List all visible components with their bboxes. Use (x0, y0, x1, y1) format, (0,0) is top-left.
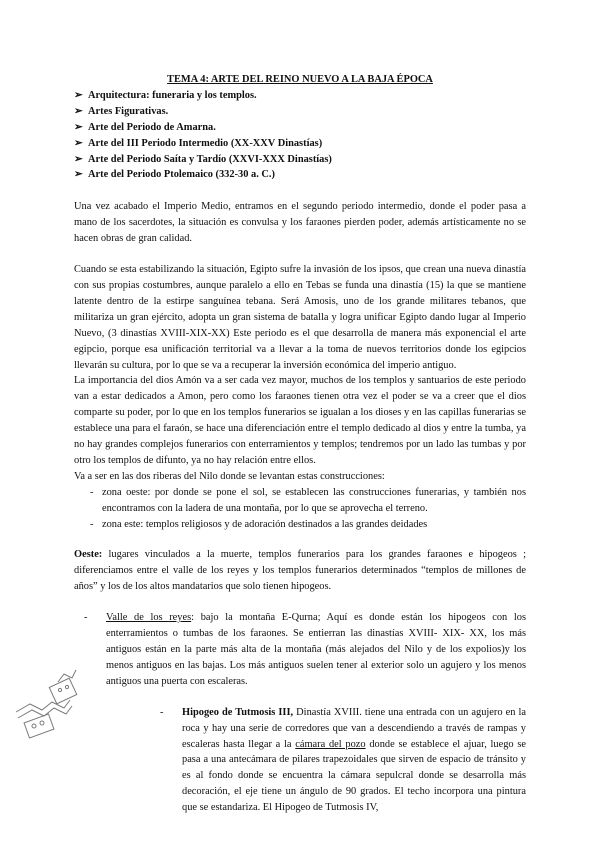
paragraph-intro: Una vez acabado el Imperio Medio, entramos en el segundo periodo intermedio, donde el poder pasa a mano de los sacerdotes, la situación es convulsa y los faraones pierden poder, además artísticamente no se hacen obras de gran calidad. (74, 201, 526, 245)
arrow-bullet-icon: ➢ (74, 137, 83, 149)
zones-list (74, 485, 526, 533)
arrow-bullet-icon: ➢ (74, 105, 83, 117)
tomb-plan-sketch (12, 652, 82, 740)
paragraph-amon: La importancia del dios Amón va a ser cada vez mayor, muchos de los templos y santuarios de este periodo van a estar dedicados a Amon, pero como los faraones tienen otra vez el poder se va a creer que el dios comparte su poder, por lo que en los templos funerarios se igualan a los dioses y en las capillas funerarias se establece una para el faraón, se hace una diferenciación entre el templo dedicado al dios y entre la tumba, ya no hay grandes complejos funerarios con enterramientos y templos; tendremos por un lado las tumbas y por otro los templos de difunto, ya no hay relación entre ellos. (74, 375, 526, 466)
valle-item: - Valle de los reyes: bajo la montaña E-Qurna; Aquí es donde están los hipogeos con los enterramientos o tumbas de los faraones. Se entierran las dinastías XVIII- XIX- XX, los más antiguos están en la parte más alta de la montaña (más alejados del Nilo y de los expolios)y los menos antiguos en las bajas. Los más antiguos suelen tener al exterior solo un agujero y los menos antiguos una puerta con escaleras. (84, 612, 527, 687)
page-title: TEMA 4: ARTE DEL REINO NUEVO A LA BAJA ÉPOCA (167, 74, 433, 85)
sketch-pillar (40, 721, 44, 725)
list-item: - zona oeste: por donde se pone el sol, se establecen las construcciones funerarias, y también nos encontramos con la ladera de una montaña, por lo que se aprovecha el terreno. (90, 486, 526, 514)
arrow-bullet-icon: ➢ (74, 121, 83, 133)
paragraph-oeste: Oeste: lugares vinculados a la muerte, templos funerarios para los grandes faraones e hipogeos ; diferenciamos entre el valle de los reyes y los templos funerarios determinados “templos de millones de años” y los de los altos mandatarios que solo tienen hipogeos. (74, 549, 526, 593)
list-item: - zona este: templos religiosos y de adoración destinados a las grandes deidades (90, 518, 428, 530)
sketch-chamber (24, 714, 54, 738)
paragraph-riberas: Va a ser en las dos riberas del Nilo donde se levantan estas construcciones: (74, 470, 385, 482)
sketch-pillar (65, 685, 68, 688)
sketch-pillar (58, 688, 61, 691)
camara-pozo-link: cámara del pozo (295, 738, 366, 750)
outline-item: ➢ Arte del III Periodo Intermedio (XX-XXV Dinastías) (74, 136, 526, 152)
arrow-bullet-icon: ➢ (74, 169, 83, 181)
oeste-label: Oeste: (74, 549, 103, 561)
outline-item: ➢ Artes Figurativas. (74, 104, 526, 120)
outline-item: ➢ Arte del Periodo Ptolemaico (332-30 a. C.) (74, 167, 526, 183)
paragraph-imperio-nuevo: Cuando se esta estabilizando la situación, Egipto sufre la invasión de los ipsos, que crean una nueva dinastía con sus propias costumbres, aunque paralelo a ello en Tebas se funda una dinastía (15) la que se mantiene latente dentro de la estirpe sanguínea tebana. Será Amosis, uno de los grande militares tebanos, que militariza un gran ejército, adopta un gran sistema de batalla y logra unificar Egipto dando lugar al Imperio Nuevo, (3 dinastías XVIII-XIX-XX) Este periodo es el que desarrolla de manera más exponencial el arte egipcio, porque esa unificación territorial va a llevar a la toma de nuevos territorios donde los egipcios llevarán su cultura, por lo que se va a recuperar la inversión económica del imperio antiguo. (74, 264, 526, 371)
valle-label: Valle de los reyes (106, 612, 192, 624)
outline-item: ➢ Arte del Periodo Saíta y Tardío (XXVI-XXX Dinastías) (74, 152, 526, 168)
arrow-bullet-icon: ➢ (74, 153, 83, 165)
outline-item: ➢ Arte del Periodo de Amarna. (74, 120, 526, 136)
arrow-bullet-icon: ➢ (74, 89, 83, 101)
sketch-stair-line (58, 670, 76, 682)
sketch-pillar (32, 724, 36, 728)
outline-item: ➢ Arquitectura: funeraria y los templos. (74, 88, 526, 104)
sketch-antechamber (49, 678, 77, 704)
topic-outline (74, 88, 526, 183)
hipogeo-label: Hipogeo de Tutmosis III, (182, 706, 294, 718)
hipogeo-item: - Hipogeo de Tutmosis III, Dinastía XVIII. tiene una entrada con un agujero en la roca y hay una serie de corredores que van a descendiendo a través de rampas y escaleras hasta llegar a la cámara del pozo donde se establece el ajuar, luego se pasa a una antecámara de pilares trapezoidales que sirven de espacio de tránsito y es al fondo donde se encuentra la cámara sepulcral donde se desarrolla más decoración, el eje tiene un ángulo de 90 grados. El techo incorpora una pintura que se estandariza. El Hipogeo de Tutmosis IV, (160, 706, 526, 814)
document-page (74, 72, 526, 816)
